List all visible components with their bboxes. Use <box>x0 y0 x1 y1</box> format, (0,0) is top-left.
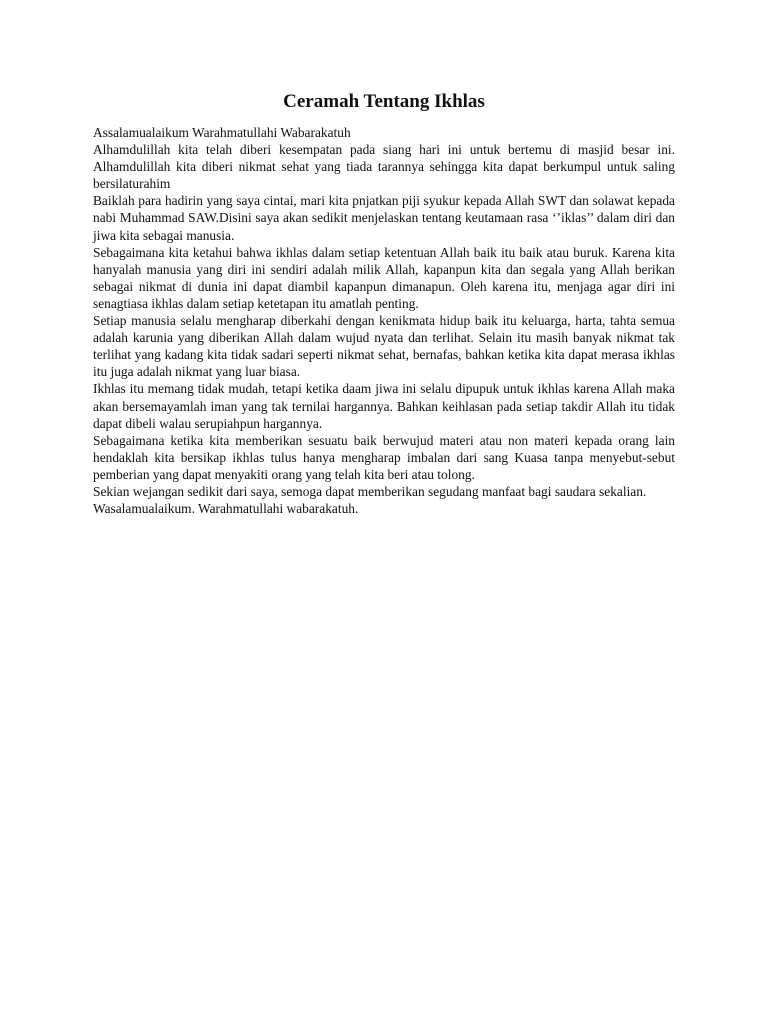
paragraph-introduction: Baiklah para hadirin yang saya cintai, mari kita pnjatkan piji syukur kepada Allah SWT dan solawat kepada nabi Muhammad SAW.Disini saya akan sedikit menjelaskan tentang keutamaan rasa ‘’iklas’’ dalam diri dan jiwa kita sebagai manusia. <box>93 193 675 243</box>
paragraph-closing: Sekian wejangan sedikit dari saya, semoga dapat memberikan segudang manfaat bagi saudara sekalian. <box>93 483 647 499</box>
paragraph-blessings: Setiap manusia selalu mengharap diberkahi dengan kenikmata hidup baik itu keluarga, harta, tahta semua adalah karunia yang diberikan Allah dalam wujud nyata dan terlihat. Selain itu masih banyak nikmat tak terlihat yang kadang kita tidak sadari seperti nikmat sehat, bernafas, bahkan ketika kita dapat merasa ikhlas itu juga adalah nikmat yang luar biasa. <box>93 313 675 380</box>
paragraph-ikhlas-value: Ikhlas itu memang tidak mudah, tetapi ketika daam jiwa ini selalu dipupuk untuk ikhlas karena Allah maka akan bersemayamlah iman yang tak ternilai hargannya. Bahkan keihlasan pada setiap takdir Allah itu tidak dapat dibeli walau serupiahpun hargannya. <box>93 381 675 431</box>
document-title: Ceramah Tentang Ikhlas <box>283 91 485 112</box>
paragraph-greeting: Assalamualaikum Warahmatullahi Wabarakatuh <box>93 125 351 140</box>
document-body <box>93 124 675 517</box>
paragraph-ikhlas-meaning: Sebagaimana kita ketahui bahwa ikhlas dalam setiap ketentuan Allah baik itu baik atau buruk. Karena kita hanyalah manusia yang diri ini sendiri adalah milik Allah, kapanpun kita dan segala yang Allah berikan sebagai nikmat di dunia ini dapat diambil kapanpun dimanapun. Oleh karena itu, menjaga agar diri ini senagtiasa ikhlas dalam setiap ketetapan itu amatlah penting. <box>93 244 675 311</box>
paragraph-giving: Sebagaimana ketika kita memberikan sesuatu baik berwujud materi atau non materi kepada orang lain hendaklah kita bersikap ikhlas tulus hanya mengharap imbalan dari sang Kuasa tanpa menyebut-sebut pemberian yang dapat menyakiti orang yang telah kita beri atau tolong. <box>93 432 675 482</box>
paragraph-farewell: Wasalamualaikum. Warahmatullahi wabarakatuh. <box>93 501 359 517</box>
paragraph-opening: Alhamdulillah kita telah diberi kesempatan pada siang hari ini untuk bertemu di masjid besar ini. Alhamdulillah kita diberi nikmat sehat yang tiada tarannya sehingga kita dapat berkumpul untuk saling bersilaturahim <box>93 142 675 192</box>
